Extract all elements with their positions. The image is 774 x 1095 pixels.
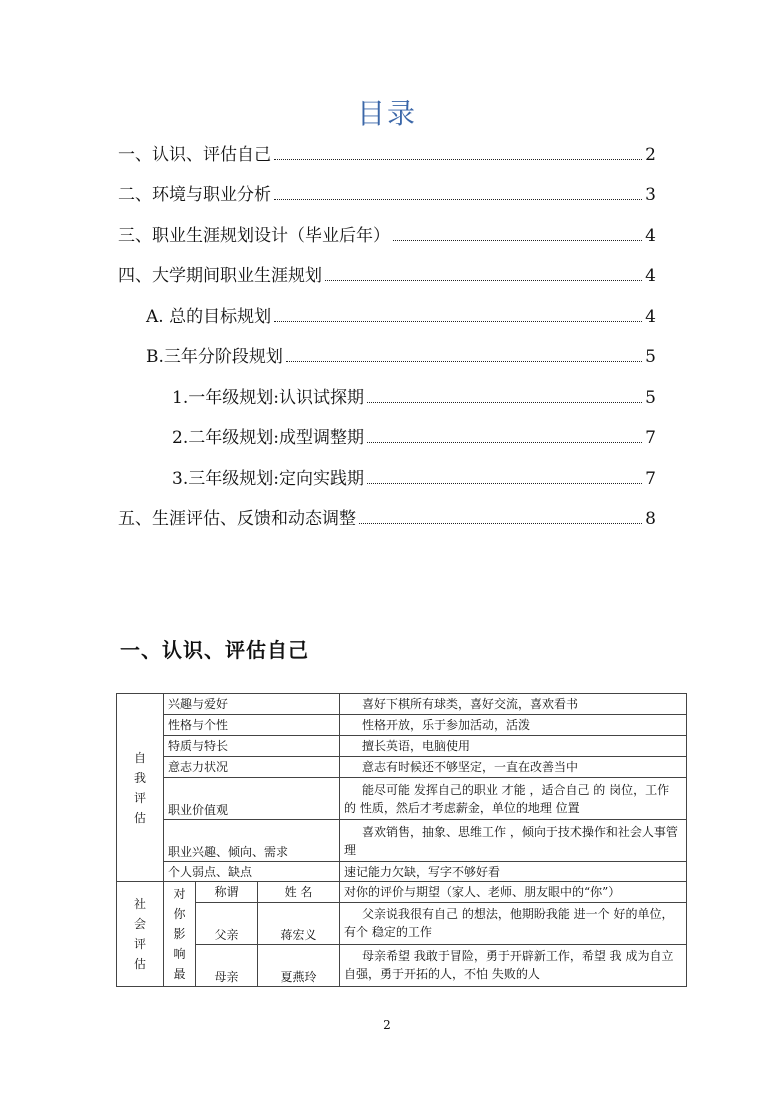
toc-entry-label: 四、大学期间职业生涯规划 xyxy=(118,266,322,286)
row-value: 意志有时候还不够坚定，一直在改善当中 xyxy=(340,757,687,778)
row-item: 个人弱点、缺点 xyxy=(164,862,340,882)
row-value: 性格开放，乐于参加活动，活泼 xyxy=(340,715,687,736)
row-item: 兴趣与爱好 xyxy=(164,694,340,715)
row-value: 喜好下棋所有球类，喜好交流，喜欢看书 xyxy=(340,694,687,715)
toc-entry-label: 3.三年级规划:定向实践期 xyxy=(172,469,364,489)
toc-entry[interactable] xyxy=(146,345,656,369)
toc-entry[interactable] xyxy=(172,467,656,491)
relation-cell: 母亲 xyxy=(196,944,258,986)
name-cell: 夏燕玲 xyxy=(258,944,340,986)
toc-entry-page: 4 xyxy=(645,226,656,246)
toc-title: 目录 xyxy=(356,97,417,130)
toc-dot-leader xyxy=(367,402,642,403)
table-row xyxy=(117,715,687,736)
table-row xyxy=(117,862,687,882)
toc-entry-page: 4 xyxy=(645,307,656,327)
toc-dot-leader xyxy=(367,483,642,484)
relation-cell: 父亲 xyxy=(196,902,258,944)
toc-entry-label: 2.二年级规划:成型调整期 xyxy=(172,428,364,448)
table-row xyxy=(117,757,687,778)
toc-entry[interactable] xyxy=(146,305,656,329)
influence-label: 对 你 影 响 最 xyxy=(164,882,196,987)
toc-entry[interactable] xyxy=(118,264,656,288)
toc-entry-label: 1.一年级规划:认识试探期 xyxy=(172,388,364,408)
toc-entry[interactable] xyxy=(118,224,656,248)
social-evaluation-table xyxy=(116,881,687,987)
toc-entry-label: A. 总的目标规划 xyxy=(146,307,272,327)
toc-entry[interactable] xyxy=(118,507,656,531)
row-item: 职业兴趣、倾向、需求 xyxy=(164,820,340,862)
table-row xyxy=(117,820,687,862)
row-value: 能尽可能 发挥自己的职业 才能 ，适合自己 的 岗位，工作 的 性质，然后才考虑薪金，单位的地理 位置 xyxy=(340,778,687,820)
toc-dot-leader xyxy=(286,361,642,362)
toc-dot-leader xyxy=(274,159,642,160)
toc-entry-page: 3 xyxy=(645,185,656,205)
comment-cell: 母亲希望 我敢于冒险，勇于开辟新工作，希望 我 成为自立自强，勇于开拓的人，不怕 失败的人 xyxy=(340,944,687,986)
toc-entry-label: 一、认识、评估自己 xyxy=(118,145,271,165)
toc-entry[interactable] xyxy=(172,426,656,450)
row-value: 喜欢销售，抽象、思维工作 ，倾向于技术操作和社会人事管理 xyxy=(340,820,687,862)
toc-entry[interactable] xyxy=(118,183,656,207)
name-cell: 蒋宏义 xyxy=(258,902,340,944)
row-item: 意志力状况 xyxy=(164,757,340,778)
self-evaluation-table xyxy=(116,693,687,882)
toc-dot-leader xyxy=(274,199,642,200)
toc-entry-label: 二、环境与职业分析 xyxy=(118,185,271,205)
toc-dot-leader xyxy=(325,280,642,281)
toc-entry[interactable] xyxy=(172,386,656,410)
row-item: 特质与特长 xyxy=(164,736,340,757)
table-row xyxy=(117,944,687,986)
toc-entry-label: 五、生涯评估、反馈和动态调整 xyxy=(118,509,356,529)
toc-entry[interactable] xyxy=(118,143,656,167)
toc-entry-label: B.三年分阶段规划 xyxy=(146,347,283,367)
social-evaluation-group-label: 社 会 评 估 xyxy=(117,882,164,987)
header-relation: 称谓 xyxy=(196,882,258,903)
row-value: 擅长英语，电脑使用 xyxy=(340,736,687,757)
table-row xyxy=(117,778,687,820)
toc-dot-leader xyxy=(274,321,642,322)
toc-dot-leader xyxy=(393,240,642,241)
header-comment: 对你的评价与期望（家人、老师、朋友眼中的“你”） xyxy=(340,882,687,903)
section-heading: 一、认识、评估自己 xyxy=(120,638,309,662)
toc-dot-leader xyxy=(359,523,642,524)
row-item: 性格与个性 xyxy=(164,715,340,736)
header-name: 姓 名 xyxy=(258,882,340,903)
toc-entry-page: 7 xyxy=(645,428,656,448)
row-value: 速记能力欠缺，写字不够好看 xyxy=(340,862,687,882)
toc-entry-page: 8 xyxy=(645,509,656,529)
table-row xyxy=(117,902,687,944)
toc-dot-leader xyxy=(367,442,642,443)
toc-entry-page: 4 xyxy=(645,266,656,286)
table-row xyxy=(117,694,687,715)
self-evaluation-group-label: 自 我 评 估 xyxy=(117,694,164,882)
toc-entry-page: 5 xyxy=(645,347,656,367)
toc-entry-page: 5 xyxy=(645,388,656,408)
row-item: 职业价值观 xyxy=(164,778,340,820)
table-row xyxy=(117,736,687,757)
comment-cell: 父亲说我很有自己 的想法，他期盼我能 进一个 好的单位，有个 稳定的工作 xyxy=(340,902,687,944)
toc-entry-page: 7 xyxy=(645,469,656,489)
table-row xyxy=(117,882,687,903)
page-number: 2 xyxy=(383,1018,391,1032)
toc-entry-page: 2 xyxy=(645,145,656,165)
toc-entry-label: 三、职业生涯规划设计（毕业后年） xyxy=(118,226,390,246)
